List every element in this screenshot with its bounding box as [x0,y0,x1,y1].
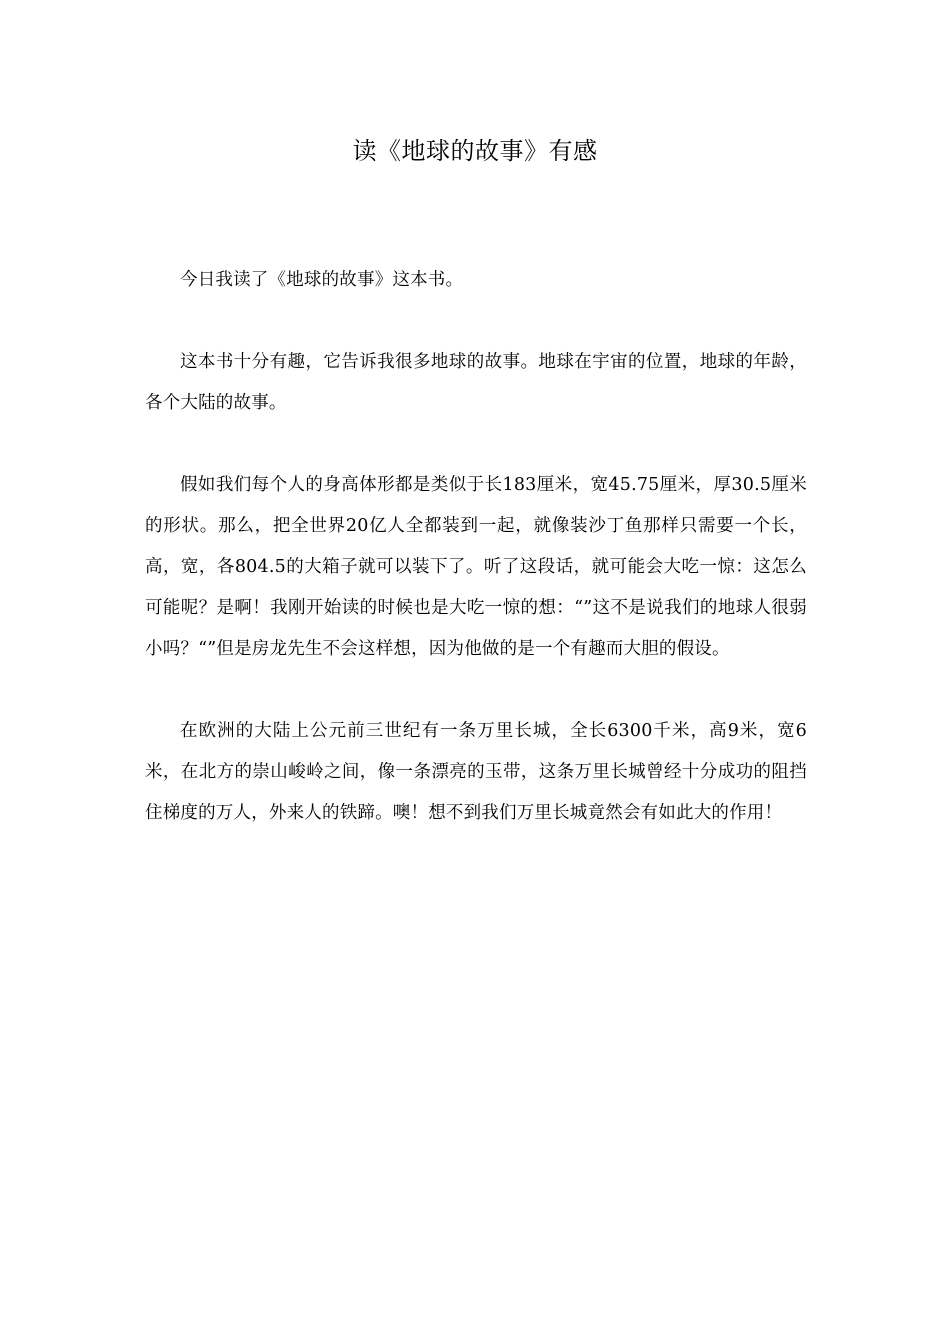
paragraph-2: 这本书十分有趣，它告诉我很多地球的故事。地球在宇宙的位置，地球的年龄，各个大陆的故事。 [145,352,807,413]
paragraph-1: 今日我读了《地球的故事》这本书。 [180,270,464,290]
document-body [145,260,807,875]
paragraph-4: 在欧洲的大陆上公元前三世纪有一条万里长城，全长6300千米，高9米，宽6米，在北方的崇山峻岭之间，像一条漂亮的玉带，这条万里长城曾经十分成功的阻挡住梯度的万人，外来人的铁蹄。噢！想不到我们万里长城竟然会有如此大的作用！ [145,721,807,823]
paragraph-3: 假如我们每个人的身高体形都是类似于长183厘米，宽45.75厘米，厚30.5厘米的形状。那么，把全世界20亿人全都装到一起，就像装沙丁鱼那样只需要一个长，高，宽，各804.5的大箱子就可以装下了。听了这段话，就可能会大吃一惊：这怎么可能呢？是啊！我刚开始读的时候也是大吃一惊的想：“”这不是说我们的地球人很弱小吗？“”但是房龙先生不会这样想，因为他做的是一个有趣而大胆的假设。 [145,475,807,659]
document-title: 读《地球的故事》有感 [352,137,598,165]
